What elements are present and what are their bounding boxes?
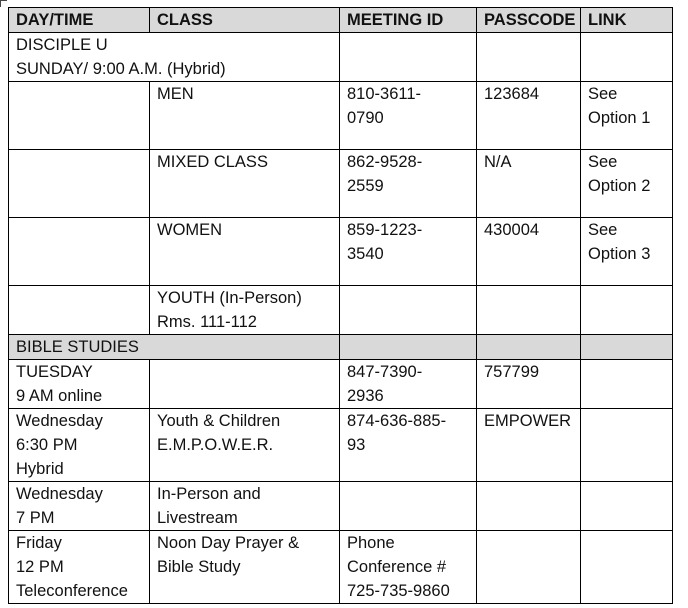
meeting-id-cell	[340, 360, 477, 409]
empty-cell	[581, 335, 673, 360]
day-time-line: 7 PM	[16, 509, 55, 527]
meeting-id-line: Conference #	[347, 558, 447, 576]
corner-mark	[0, 0, 7, 7]
link-cell[interactable]	[581, 218, 673, 286]
header-row	[9, 8, 673, 33]
bible-studies-row	[9, 335, 673, 360]
empty-cell	[581, 409, 673, 482]
class-line: Noon Day Prayer &	[157, 534, 300, 552]
empty-cell	[340, 286, 477, 335]
disciple-u-title: DISCIPLE U	[16, 36, 108, 54]
link-text: See	[588, 153, 618, 171]
class-line: E.M.P.O.W.E.R.	[157, 436, 274, 454]
header-link: LINK	[581, 8, 673, 33]
class-line: Livestream	[157, 509, 238, 527]
disciple-u-subtitle: SUNDAY/ 9:00 A.M. (Hybrid)	[16, 60, 226, 78]
link-cell[interactable]	[581, 150, 673, 218]
youth-line: YOUTH (In-Person)	[157, 289, 302, 307]
passcode-cell: N/A	[477, 150, 581, 218]
bible-studies-header: BIBLE STUDIES	[9, 335, 340, 360]
header-class: CLASS	[150, 8, 340, 33]
meeting-id-cell	[340, 531, 477, 604]
meeting-id-line: 0790	[347, 109, 384, 127]
meeting-id-cell	[340, 409, 477, 482]
day-time-cell	[9, 482, 150, 531]
day-time-line: 9 AM online	[16, 387, 103, 405]
passcode-cell: 757799	[477, 360, 581, 409]
empty-cell	[150, 360, 340, 409]
table-row	[9, 82, 673, 150]
disciple-u-row	[9, 33, 673, 82]
schedule-table	[8, 7, 673, 604]
empty-cell	[9, 218, 150, 286]
meeting-id-cell	[340, 218, 477, 286]
link-text: Option 2	[588, 177, 651, 195]
empty-cell	[477, 531, 581, 604]
meeting-id-line: 2936	[347, 387, 384, 405]
passcode-cell: 430004	[477, 218, 581, 286]
day-time-line: 6:30 PM	[16, 436, 78, 454]
youth-line: Rms. 111-112	[157, 313, 257, 331]
link-text: Option 1	[588, 109, 651, 127]
empty-cell	[477, 482, 581, 531]
table-row	[9, 218, 673, 286]
meeting-id-line: 93	[347, 436, 366, 454]
class-name	[150, 286, 340, 335]
meeting-id-line: 810-3611-	[347, 85, 422, 103]
class-line: Youth & Children	[157, 412, 281, 430]
header-meeting-id: MEETING ID	[340, 8, 477, 33]
link-text: See	[588, 85, 618, 103]
day-time-line: Hybrid	[16, 460, 64, 478]
empty-cell	[340, 33, 477, 82]
day-time-line: Wednesday	[16, 412, 103, 430]
day-time-line: TUESDAY	[16, 363, 93, 381]
empty-cell	[581, 531, 673, 604]
day-time-line: Teleconference	[16, 582, 128, 600]
header-day-time: DAY/TIME	[9, 8, 150, 33]
table-row	[9, 409, 673, 482]
empty-cell	[9, 82, 150, 150]
day-time-cell	[9, 360, 150, 409]
class-cell	[150, 409, 340, 482]
passcode-cell: EMPOWER	[477, 409, 581, 482]
header-passcode: PASSCODE	[477, 8, 581, 33]
table-row	[9, 482, 673, 531]
empty-cell	[581, 360, 673, 409]
class-cell	[150, 531, 340, 604]
empty-cell	[9, 150, 150, 218]
class-name: WOMEN	[150, 218, 340, 286]
class-line: Bible Study	[157, 558, 241, 576]
meeting-id-line: 874-636-885-	[347, 412, 447, 430]
class-cell	[150, 482, 340, 531]
table-row	[9, 150, 673, 218]
class-name: MEN	[150, 82, 340, 150]
empty-cell	[581, 33, 673, 82]
link-text: See	[588, 221, 618, 239]
meeting-id-line: 859-1223-	[347, 221, 423, 239]
empty-cell	[477, 286, 581, 335]
table-row	[9, 286, 673, 335]
day-time-line: 12 PM	[16, 558, 64, 576]
link-cell[interactable]	[581, 82, 673, 150]
link-text: Option 3	[588, 245, 651, 263]
empty-cell	[477, 335, 581, 360]
meeting-id-cell	[340, 150, 477, 218]
table-row	[9, 531, 673, 604]
empty-cell	[581, 482, 673, 531]
empty-cell	[581, 286, 673, 335]
empty-cell	[477, 33, 581, 82]
meeting-id-cell	[340, 82, 477, 150]
meeting-id-line: 847-7390-	[347, 363, 423, 381]
class-line: In-Person and	[157, 485, 261, 503]
empty-cell	[340, 482, 477, 531]
meeting-id-line: 725-735-9860	[347, 582, 450, 600]
day-time-cell	[9, 531, 150, 604]
empty-cell	[9, 286, 150, 335]
meeting-id-line: 862-9528-	[347, 153, 423, 171]
meeting-id-line: Phone	[347, 534, 395, 552]
table-row	[9, 360, 673, 409]
empty-cell	[340, 335, 477, 360]
class-name: MIXED CLASS	[150, 150, 340, 218]
day-time-cell	[9, 409, 150, 482]
meeting-id-line: 2559	[347, 177, 384, 195]
meeting-id-line: 3540	[347, 245, 384, 263]
day-time-line: Friday	[16, 534, 62, 552]
day-time-line: Wednesday	[16, 485, 103, 503]
passcode-cell: 123684	[477, 82, 581, 150]
disciple-u-cell	[9, 33, 340, 82]
